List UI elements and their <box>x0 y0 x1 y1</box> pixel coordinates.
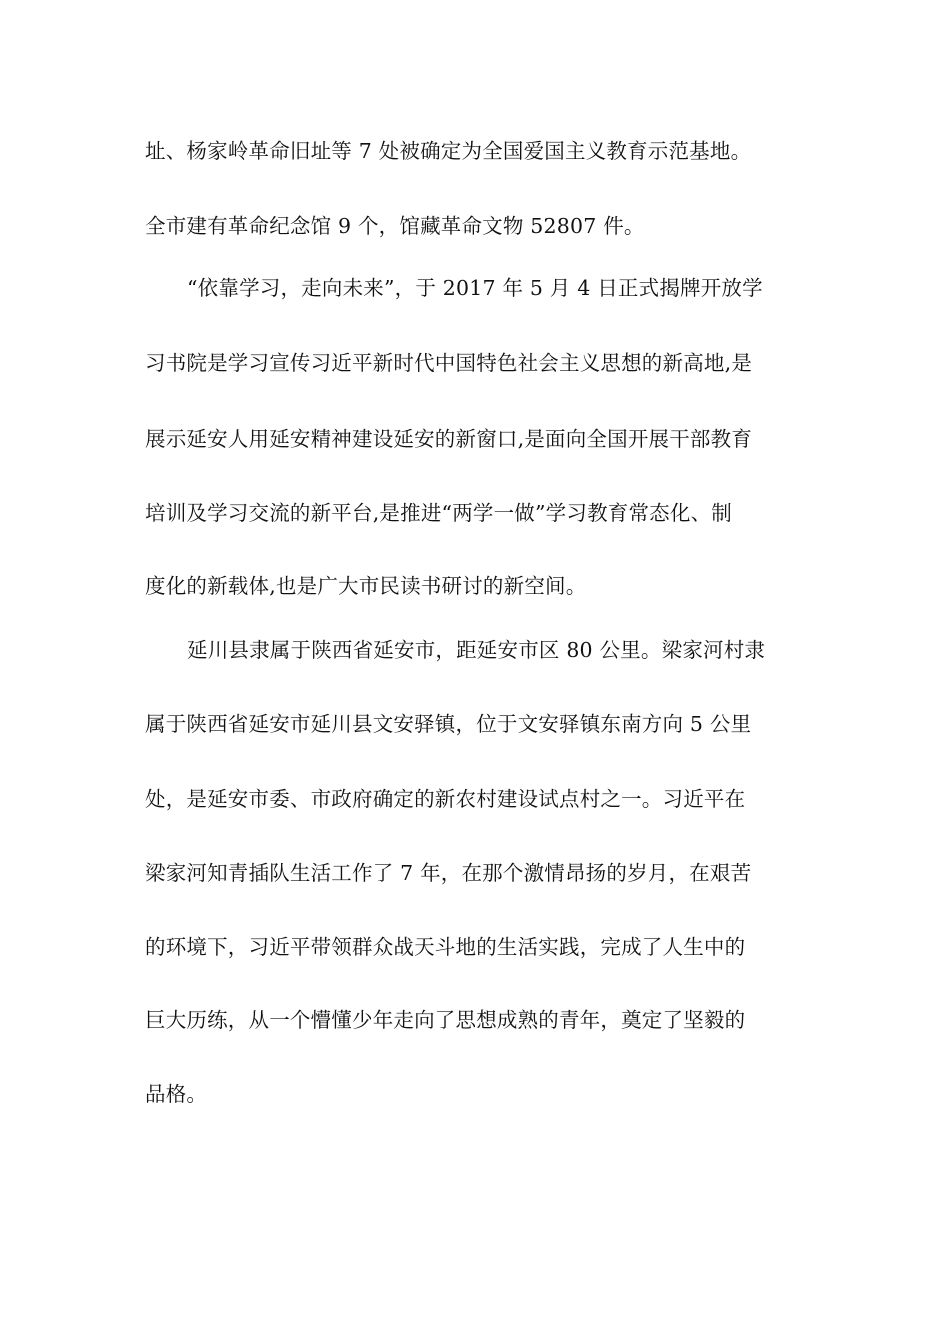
text-line: 品格。 <box>145 1082 208 1106</box>
text-line: 习书院是学习宣传习近平新时代中国特色社会主义思想的新高地,是 <box>145 351 753 375</box>
text-line: 巨大历练，从一个懵懂少年走向了思想成熟的青年，奠定了坚毅的 <box>145 1008 746 1032</box>
text-line: 址、杨家岭革命旧址等 7 处被确定为全国爱国主义教育示范基地。 <box>145 139 752 163</box>
text-line: 延川县隶属于陕西省延安市，距延安市区 80 公里。梁家河村隶 <box>187 638 766 662</box>
text-line: “依靠学习，走向未来”，于 2017 年 5 月 4 日正式揭牌开放学 <box>187 276 763 300</box>
text-line: 处，是延安市委、市政府确定的新农村建设试点村之一。习近平在 <box>145 787 746 811</box>
text-line: 全市建有革命纪念馆 9 个，馆藏革命文物 52807 件。 <box>145 214 645 238</box>
text-line: 梁家河知青插队生活工作了 7 年，在那个激情昂扬的岁月，在艰苦 <box>145 861 752 885</box>
text-line: 属于陕西省延安市延川县文安驿镇，位于文安驿镇东南方向 5 公里 <box>145 712 752 736</box>
text-line: 的环境下，习近平带领群众战天斗地的生活实践，完成了人生中的 <box>145 935 746 959</box>
text-line: 展示延安人用延安精神建设延安的新窗口,是面向全国开展干部教育 <box>145 427 753 451</box>
text-line: 度化的新载体,也是广大市民读书研讨的新空间。 <box>145 574 587 598</box>
text-line: 培训及学习交流的新平台,是推进“两学一做”学习教育常态化、制 <box>145 501 732 525</box>
